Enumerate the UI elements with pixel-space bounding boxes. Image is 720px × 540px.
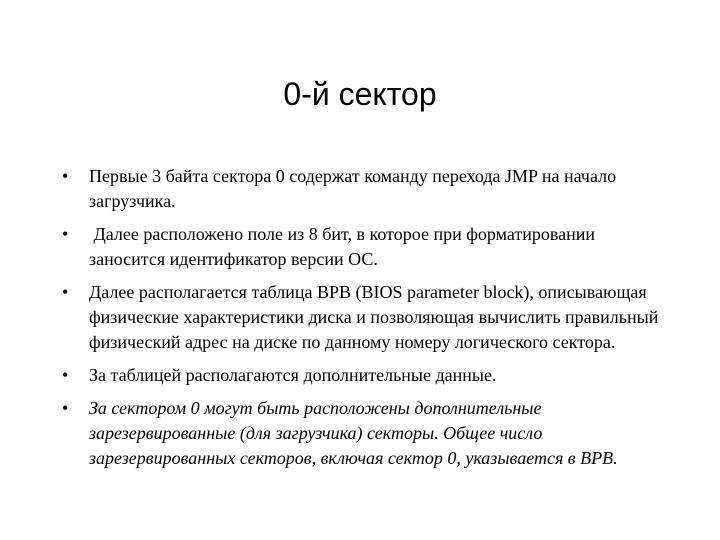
bullet-dot-icon: •: [62, 224, 69, 244]
bullet-dot-icon: •: [62, 398, 69, 418]
bullet-dot-icon: •: [62, 166, 69, 186]
bullet-text: За сектором 0 могут быть расположены дополнительные зарезервированные (для загрузчика) секторы. Общее число зарезервированных секторов, включая сектор 0, указывается в BPB.: [89, 398, 618, 468]
bullet-item: [62, 222, 662, 272]
bullet-text: Далее расположено поле из 8 бит, в которое при форматировании заносится идентификатор версии ОС.: [89, 224, 600, 269]
bullet-item: [62, 396, 662, 471]
bullet-item: [62, 363, 662, 388]
bullet-dot-icon: •: [62, 282, 69, 302]
bullet-item: [62, 164, 662, 214]
bullet-list: [62, 164, 662, 479]
bullet-dot-icon: •: [62, 365, 69, 385]
slide-title: 0-й сектор: [283, 76, 437, 112]
bullet-item: [62, 280, 662, 355]
bullet-text: Далее располагается таблица BPB (BIOS parameter block), описывающая физические характеристики диска и позволяющая вычислить правильный физический адрес на диске по данному номеру логического сектора.: [89, 282, 659, 352]
bullet-text: За таблицей располагаются дополнительные данные.: [89, 365, 497, 385]
bullet-text: Первые 3 байта сектора 0 содержат команду перехода JMP на начало загрузчика.: [89, 166, 617, 211]
